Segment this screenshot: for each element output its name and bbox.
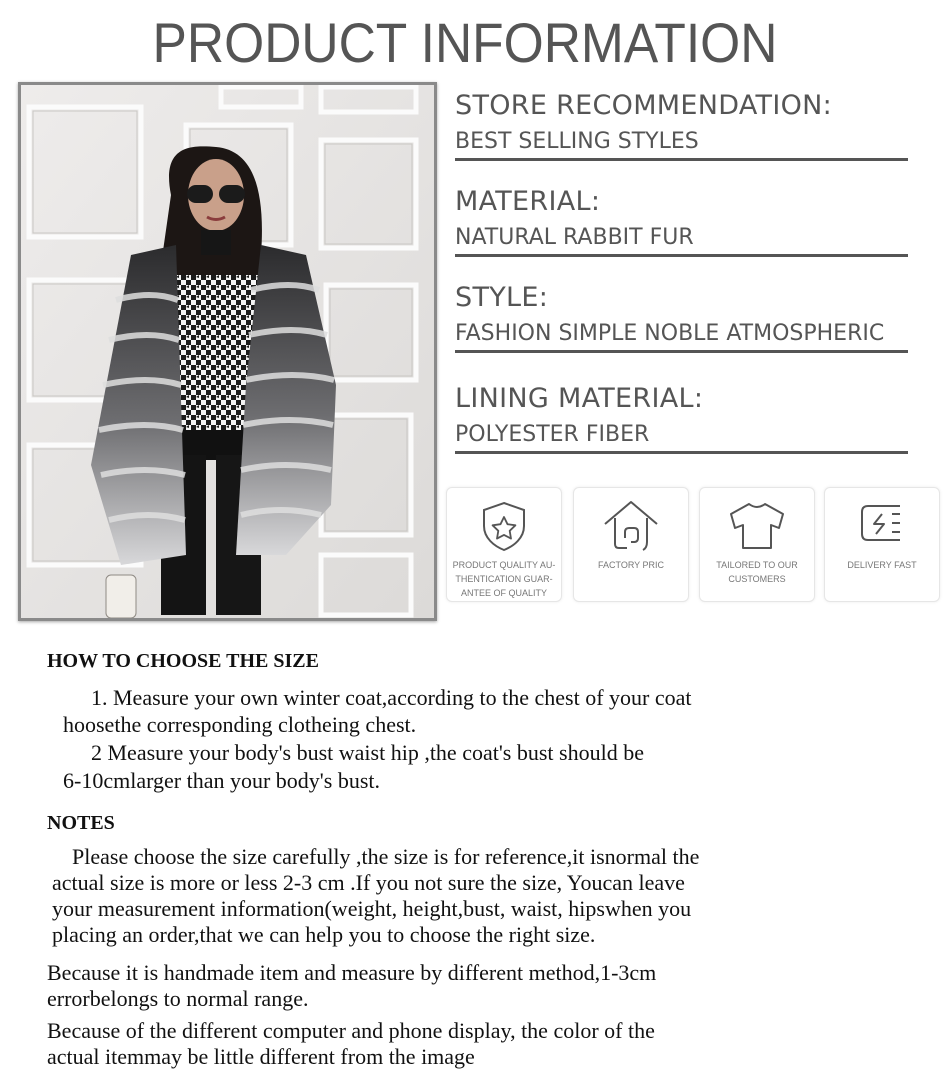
spec-value: BEST SELLING STYLES bbox=[455, 129, 699, 154]
size-guide-heading: HOW TO CHOOSE THE SIZE bbox=[47, 650, 319, 672]
spec-value: FASHION SIMPLE NOBLE ATMOSPHERIC bbox=[455, 321, 885, 346]
notes-heading: NOTES bbox=[47, 812, 115, 834]
size-guide-line: hoosethe corresponding clotheing chest. bbox=[63, 712, 417, 737]
divider bbox=[455, 158, 908, 161]
product-photo bbox=[18, 82, 437, 621]
badge-factory-price: FACTORY PRIC bbox=[573, 487, 689, 602]
size-guide-line: 6-10cmlarger than your body's bust. bbox=[63, 768, 381, 793]
spec-label: STYLE: bbox=[455, 282, 549, 313]
spec-label: MATERIAL: bbox=[455, 186, 601, 217]
notes-line: placing an order,that we can help you to choose the right size. bbox=[52, 922, 596, 947]
spec-value: NATURAL RABBIT FUR bbox=[455, 225, 694, 250]
house-icon bbox=[601, 498, 661, 554]
spec-label: STORE RECOMMENDATION: bbox=[455, 90, 833, 121]
model-fur-coat-image bbox=[21, 85, 434, 618]
lightning-delivery-icon bbox=[852, 498, 912, 554]
notes-line: Because of the different computer and phone display, the color of the bbox=[47, 1018, 655, 1043]
badge-tailored: TAILORED TO OUR CUSTOMERS bbox=[699, 487, 815, 602]
size-guide-line: 1. Measure your own winter coat,according to the chest of your coat bbox=[91, 685, 692, 710]
spec-store-recommendation bbox=[455, 90, 935, 161]
notes-line: actual size is more or less 2-3 cm .If you not sure the size, Youcan leave bbox=[52, 870, 685, 895]
size-guide-line: 2 Measure your body's bust waist hip ,the coat's bust should be bbox=[91, 740, 644, 765]
spec-label: LINING MATERIAL: bbox=[455, 383, 704, 414]
page-title: PRODUCT INFORMATION bbox=[152, 11, 778, 74]
notes-line: actual itemmay be little different from the image bbox=[47, 1044, 475, 1069]
notes-line: errorbelongs to normal range. bbox=[47, 986, 309, 1011]
spec-value: POLYESTER FIBER bbox=[455, 422, 650, 447]
notes-line: your measurement information(weight, height,bust, waist, hipswhen you bbox=[52, 896, 692, 921]
spec-lining-material bbox=[455, 383, 935, 454]
badge-quality-guarantee: PRODUCT QUALITY AU- THENTICATION GUAR- ANTEE OF QUALITY bbox=[446, 487, 562, 602]
shield-star-icon bbox=[476, 498, 532, 554]
notes-line: Please choose the size carefully ,the size is for reference,it isnormal the bbox=[72, 844, 700, 869]
spec-material bbox=[455, 186, 935, 257]
notes-line: Because it is handmade item and measure by different method,1-3cm bbox=[47, 960, 657, 985]
divider bbox=[455, 254, 908, 257]
spec-style bbox=[455, 282, 935, 353]
tshirt-icon bbox=[727, 498, 787, 554]
feature-badges bbox=[446, 487, 946, 603]
badge-delivery-fast: DELIVERY FAST bbox=[824, 487, 940, 602]
divider bbox=[455, 451, 908, 454]
divider bbox=[455, 350, 908, 353]
